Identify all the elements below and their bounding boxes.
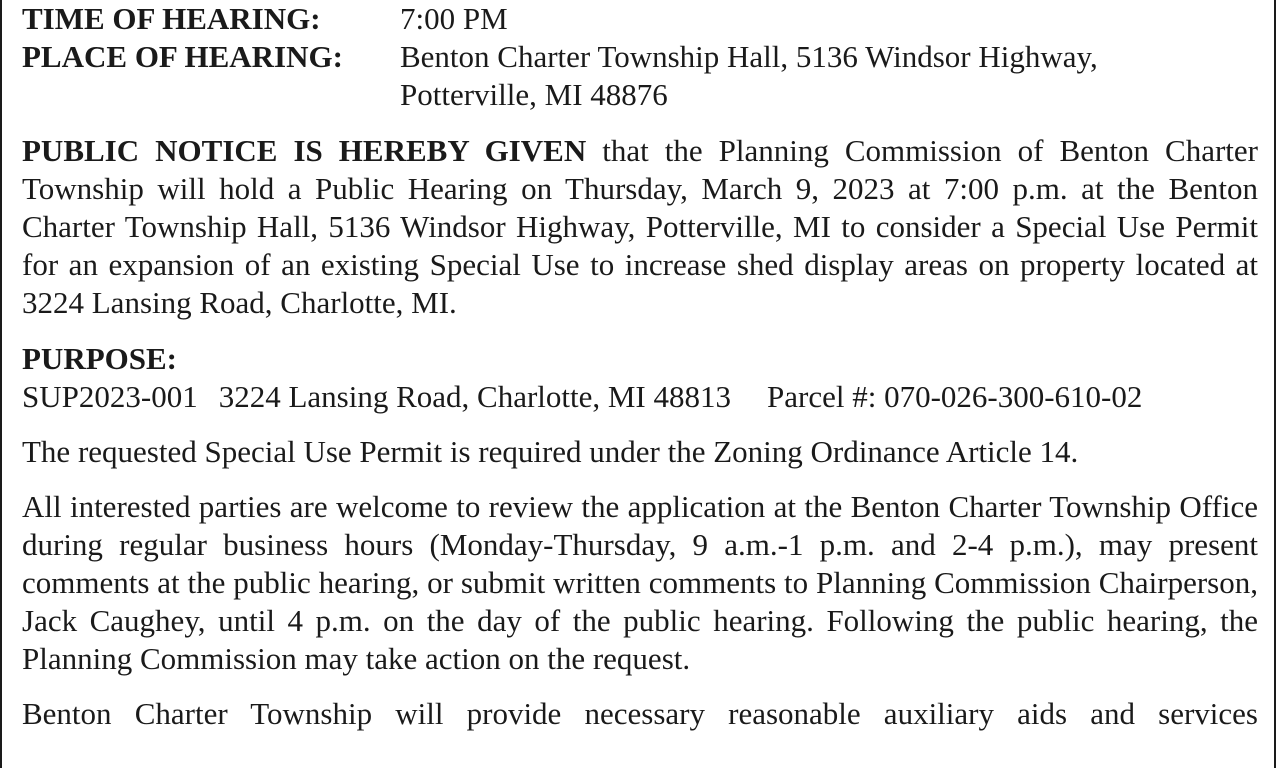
- public-notice-lead: PUBLIC NOTICE IS HEREBY GIVEN: [22, 133, 587, 168]
- case-number: SUP2023-001: [22, 379, 198, 414]
- place-of-hearing-label: PLACE OF HEARING:: [22, 39, 343, 74]
- public-notice-body: that the Planning Commission of Benton Charter Township will hold a Public Hearing on Thursday, March 9, 2023 at 7:00 p.m. at the Benton Charter Township Hall, 5136 Windsor Highway, Potterville, MI to consider a Special Use Permit for an expansion of an existing Special Use to increase shed display areas on property located at 3224 Lansing Road, Charlotte, MI.: [22, 133, 1258, 320]
- time-of-hearing-row: [22, 0, 1258, 38]
- public-notice-document: [22, 0, 1258, 733]
- place-of-hearing-value-line1: Benton Charter Township Hall, 5136 Windsor Highway,: [400, 39, 1098, 74]
- accessibility-paragraph: Benton Charter Township will provide necessary reasonable auxiliary aids and services: [22, 696, 1258, 731]
- purpose-heading: PURPOSE:: [22, 341, 177, 376]
- public-notice-paragraph: [22, 132, 1258, 322]
- property-address: 3224 Lansing Road, Charlotte, MI 48813: [218, 379, 732, 414]
- requirement-paragraph: The requested Special Use Permit is required under the Zoning Ordinance Article 14.: [22, 434, 1079, 469]
- place-of-hearing-row: [22, 38, 1258, 76]
- purpose-line: [22, 378, 1258, 416]
- place-of-hearing-value-line2: Potterville, MI 48876: [400, 77, 668, 112]
- parcel-number: Parcel #: 070-026-300-610-02: [767, 379, 1143, 414]
- review-paragraph: All interested parties are welcome to review the application at the Benton Charter Township Office during regular business hours (Monday-Thursday, 9 a.m.-1 p.m. and 2-4 p.m.), may present comments at the public hearing, or submit written comments to Planning Commission Chairperson, Jack Caughey, until 4 p.m. on the day of the public hearing. Following the public hearing, the Planning Commission may take action on the request.: [22, 489, 1258, 676]
- time-of-hearing-value: 7:00 PM: [400, 1, 508, 36]
- time-of-hearing-label: TIME OF HEARING:: [22, 1, 321, 36]
